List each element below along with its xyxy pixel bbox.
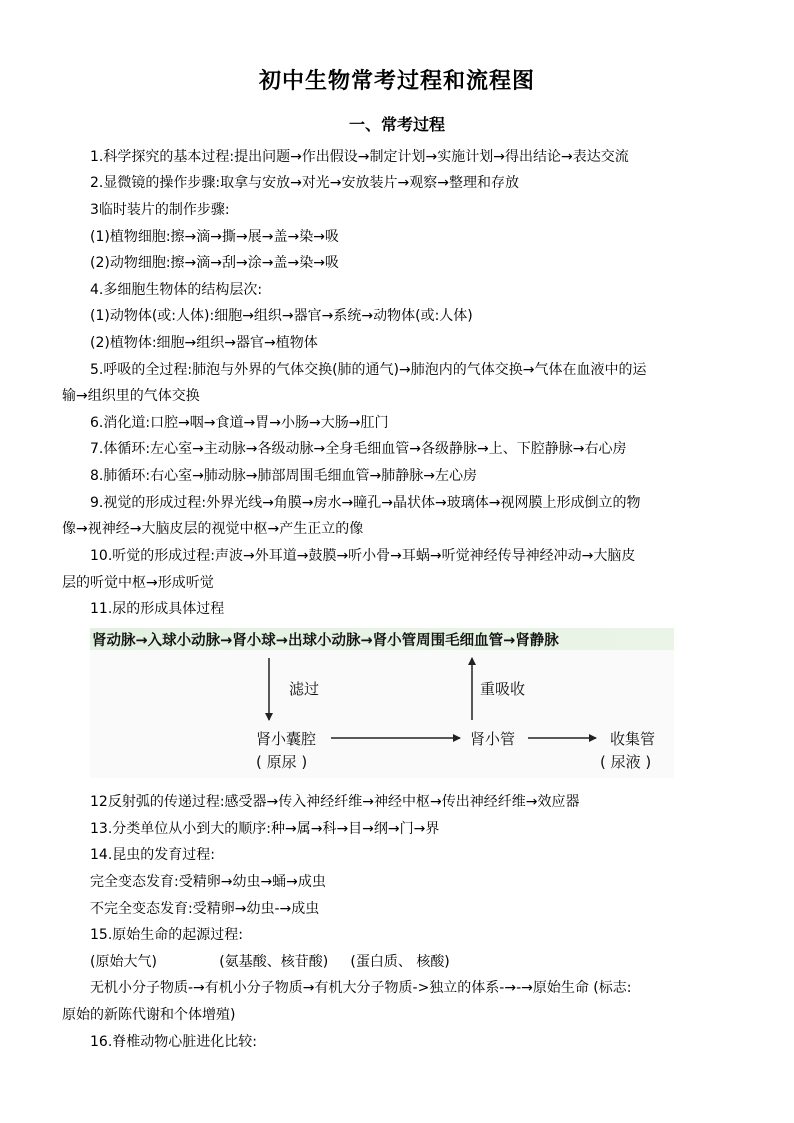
text-line: 不完全变态发育:受精卵→幼虫-→成虫 [90,901,320,917]
text-line: 15.原始生命的起源过程: [90,927,243,943]
text-line: 10.听觉的形成过程:声波→外耳道→鼓膜→听小骨→耳蜗→听觉神经传导神经冲动→大脑皮 [90,548,636,564]
text-line: 6.消化道:口腔→咽→食道→胃→小肠→大肠→肛门 [90,415,389,431]
collecting-duct: 收集管 [610,730,656,748]
diagram-top-row: 肾动脉→入球小动脉→肾小球→出球小动脉→肾小管周围毛细血管→肾静脉 [92,633,559,649]
urine-formation-diagram [90,628,674,778]
text-line: 4.多细胞生物体的结构层次: [90,282,263,298]
text-line: 11.尿的形成具体过程 [90,601,225,617]
text-line: 像→视神经→大脑皮层的视觉中枢→产生正立的像 [62,521,364,537]
reabsorb-label: 重吸收 [480,680,526,698]
text-line: (1)植物细胞:擦→滴→撕→展→盖→染→吸 [90,229,339,245]
primary-urine-label: ( 原尿 ) [256,753,308,771]
text-line: 7.体循环:左心室→主动脉→各级动脉→全身毛细血管→各级静脉→上、下腔静脉→右心房 [90,441,627,457]
text-line: 层的听觉中枢→形成听觉 [62,575,214,591]
text-line: 无机小分子物质-→有机小分子物质→有机大分子物质->独立的体系-→-→原始生命 (标志: [90,980,632,996]
text-line: 2.显微镜的操作步骤:取拿与安放→对光→安放装片→观察→整理和存放 [90,175,519,191]
text-line: 16.脊椎动物心脏进化比较: [90,1034,257,1050]
section-heading: 一、常考过程 [348,115,445,134]
text-line: 输→组织里的气体交换 [62,388,200,404]
renal-tubule: 肾小管 [470,730,516,748]
text-line: 8.肺循环:右心室→肺动脉→肺部周围毛细血管→肺静脉→左心房 [90,468,477,484]
text-line: 原始的新陈代谢和个体增殖) [62,1007,236,1023]
page-title: 初中生物常考过程和流程图 [258,69,535,94]
text-line: (原始大气) (氨基酸、核苷酸) (蛋白质、 核酸) [90,954,450,970]
text-line: (2)动物细胞:擦→滴→刮→涂→盖→染→吸 [90,255,339,271]
text-line: 9.视觉的形成过程:外界光线→角膜→房水→瞳孔→晶状体→玻璃体→视网膜上形成倒立的物 [90,495,641,511]
text-line: 13.分类单位从小到大的顺序:种→属→科→目→纲→门→界 [90,821,440,837]
text-line: (1)动物体(或:人体):细胞→组织→器官→系统→动物体(或:人体) [90,308,473,324]
final-urine-label: ( 尿液 ) [600,753,652,771]
renal-capsule: 肾小囊腔 [256,730,317,748]
text-line: 5.呼吸的全过程:肺泡与外界的气体交换(肺的通气)→肺泡内的气体交换→气体在血液中的运 [90,362,647,378]
filter-label: 滤过 [289,680,320,698]
text-line: (2)植物体:细胞→组织→器官→植物体 [90,335,318,351]
text-line: 1.科学探究的基本过程:提出问题→作出假设→制定计划→实施计划→得出结论→表达交流 [90,149,629,165]
text-line: 3临时装片的制作步骤: [90,202,230,218]
text-line: 14.昆虫的发育过程: [90,847,215,863]
text-line: 12反射弧的传递过程:感受器→传入神经纤维→神经中枢→传出神经纤维→效应器 [90,794,580,810]
text-line: 完全变态发育:受精卵→幼虫→蛹→成虫 [90,874,326,890]
